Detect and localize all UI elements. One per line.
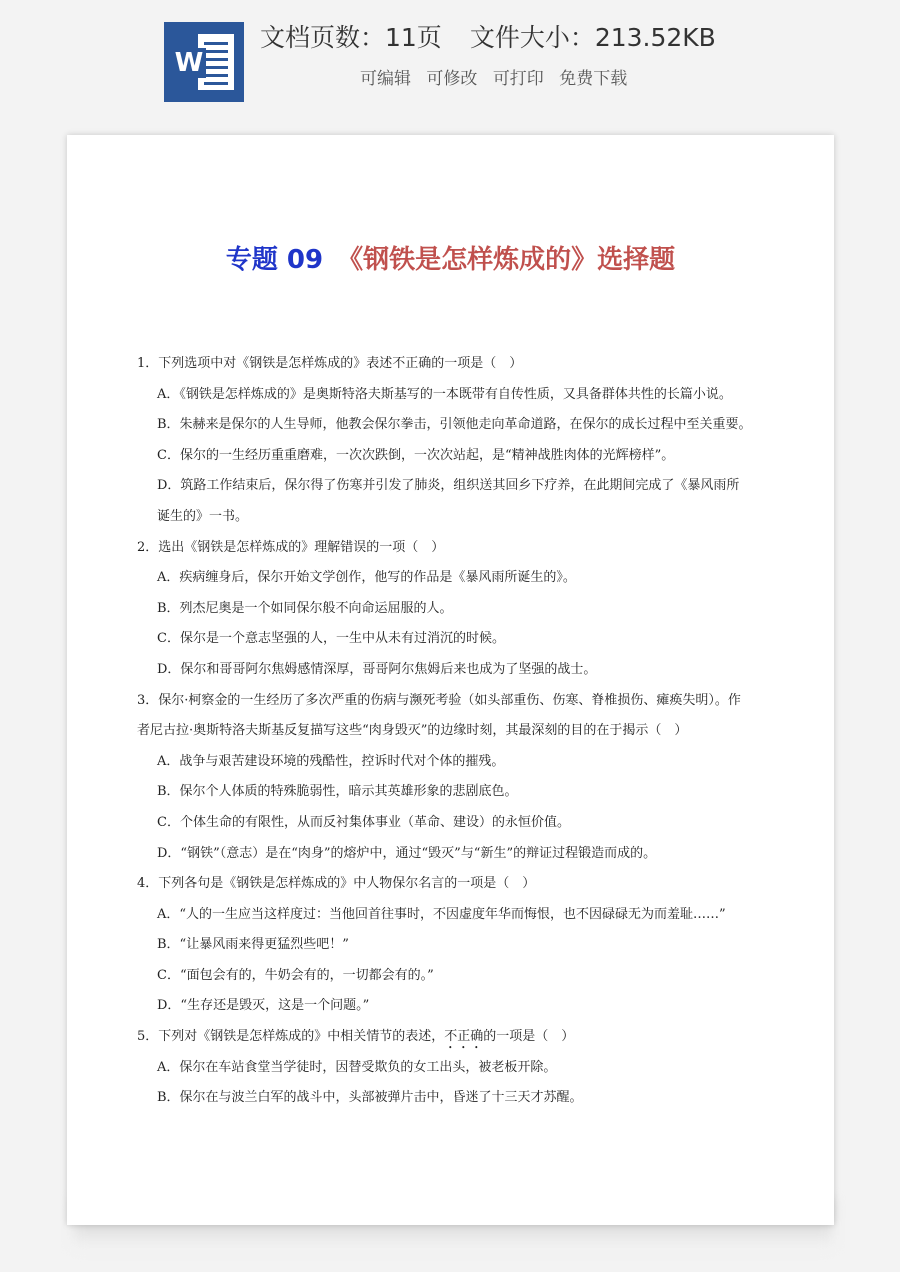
question-stem-continuation: 者尼古拉·奥斯特洛夫斯基反复描写这些“肉身毁灭”的边缘时刻，其最深刻的目的在于揭示（ ） <box>137 723 688 739</box>
option: C．保尔是一个意志坚强的人，一生中从未有过消沉的时候。 <box>157 631 505 647</box>
option: B．朱赫来是保尔的人生导师，他教会保尔拳击，引领他走向革命道路，在保尔的成长过程中至关重要。 <box>157 417 752 433</box>
question-stem: 1．下列选项中对《钢铁是怎样炼成的》表述不正确的一项是（ ） <box>137 356 523 371</box>
option: C．个体生命的有限性，从而反衬集体事业（革命、建设）的永恒价值。 <box>157 814 570 830</box>
option: B．列杰尼奥是一个如同保尔般不向命运屈服的人。 <box>157 600 453 616</box>
file-stats <box>260 18 860 58</box>
question-stem: 3．保尔·柯察金的一生经历了多次严重的伤病与濒死考验（如头部重伤、伤寒、脊椎损伤、瘫痪失明）。作 <box>137 692 741 708</box>
feature-editable: 可编辑 <box>360 69 411 89</box>
question-stem: 4．下列各句是《钢铁是怎样炼成的》中人物保尔名言的一项是（ ） <box>137 876 536 892</box>
page-count: 文档页数：11页 <box>260 23 442 52</box>
option: B．“让暴风雨来得更猛烈些吧！” <box>157 937 349 953</box>
feature-printable: 可打印 <box>492 69 544 89</box>
document-title <box>67 235 834 285</box>
option: A．“人的一生应当这样度过：当他回首往事时，不因虚度年华而悔恨，也不因碌碌无为而羞耻……” <box>157 906 726 922</box>
option-continuation: 诞生的》一书。 <box>157 508 249 524</box>
document-info-header <box>0 0 900 130</box>
word-letter: W <box>172 48 206 78</box>
word-document-icon <box>164 22 244 102</box>
title-main: 《钢铁是怎样炼成的》选择题 <box>337 245 676 275</box>
option: C．保尔的一生经历重重磨难，一次次跌倒，一次次站起，是“精神战胜肉体的光辉榜样”。 <box>157 447 675 463</box>
option: A．《钢铁是怎样炼成的》是奥斯特洛夫斯基写的一本既带有自传性质，又具备群体共性的长篇小说。 <box>157 386 732 402</box>
document-page <box>67 135 834 1225</box>
feature-list <box>360 64 760 94</box>
question-list <box>137 349 767 1114</box>
option: B．保尔个人体质的特殊脆弱性，暗示其英雄形象的悲剧底色。 <box>157 784 518 800</box>
file-size: 文件大小：213.52KB <box>469 23 716 52</box>
option: A．战争与艰苦建设环境的残酷性，控诉时代对个体的摧残。 <box>157 753 505 769</box>
option: A．保尔在车站食堂当学徒时，因替受欺负的女工出头，被老板开除。 <box>157 1059 557 1075</box>
stem-text-end: 的一项是（ ） <box>483 1029 575 1045</box>
feature-free-download: 免费下载 <box>559 69 628 89</box>
option: B．保尔在与波兰白军的战斗中，头部被弹片击中，昏迷了十三天才苏醒。 <box>157 1090 583 1106</box>
option: D．“生存还是毁灭，这是一个问题。” <box>157 998 370 1014</box>
option: A．疾病缠身后，保尔开始文学创作，他写的作品是《暴风雨所诞生的》。 <box>157 570 576 586</box>
option: D．“钢铁”（意志）是在“肉身”的熔炉中，通过“毁灭”与“新生”的辩证过程锻造而成的。 <box>157 845 657 861</box>
title-prefix: 专题 09 <box>225 245 324 275</box>
option: D．保尔和哥哥阿尔焦姆感情深厚，哥哥阿尔焦姆后来也成为了坚强的战士。 <box>157 661 597 677</box>
emphasized-text: 不正确 <box>444 1029 484 1045</box>
feature-modifiable: 可修改 <box>426 69 478 89</box>
option: D．筑路工作结束后，保尔得了伤寒并引发了肺炎，组织送其回乡下疗养，在此期间完成了《暴风雨所 <box>157 478 740 494</box>
stem-text: 5．下列对《钢铁是怎样炼成的》中相关情节的表述， <box>137 1029 445 1045</box>
option: C．“面包会有的，牛奶会有的，一切都会有的。” <box>157 967 434 983</box>
question-stem: 2．选出《钢铁是怎样炼成的》理解错误的一项（ ） <box>137 539 445 555</box>
question-stem <box>137 1022 767 1053</box>
